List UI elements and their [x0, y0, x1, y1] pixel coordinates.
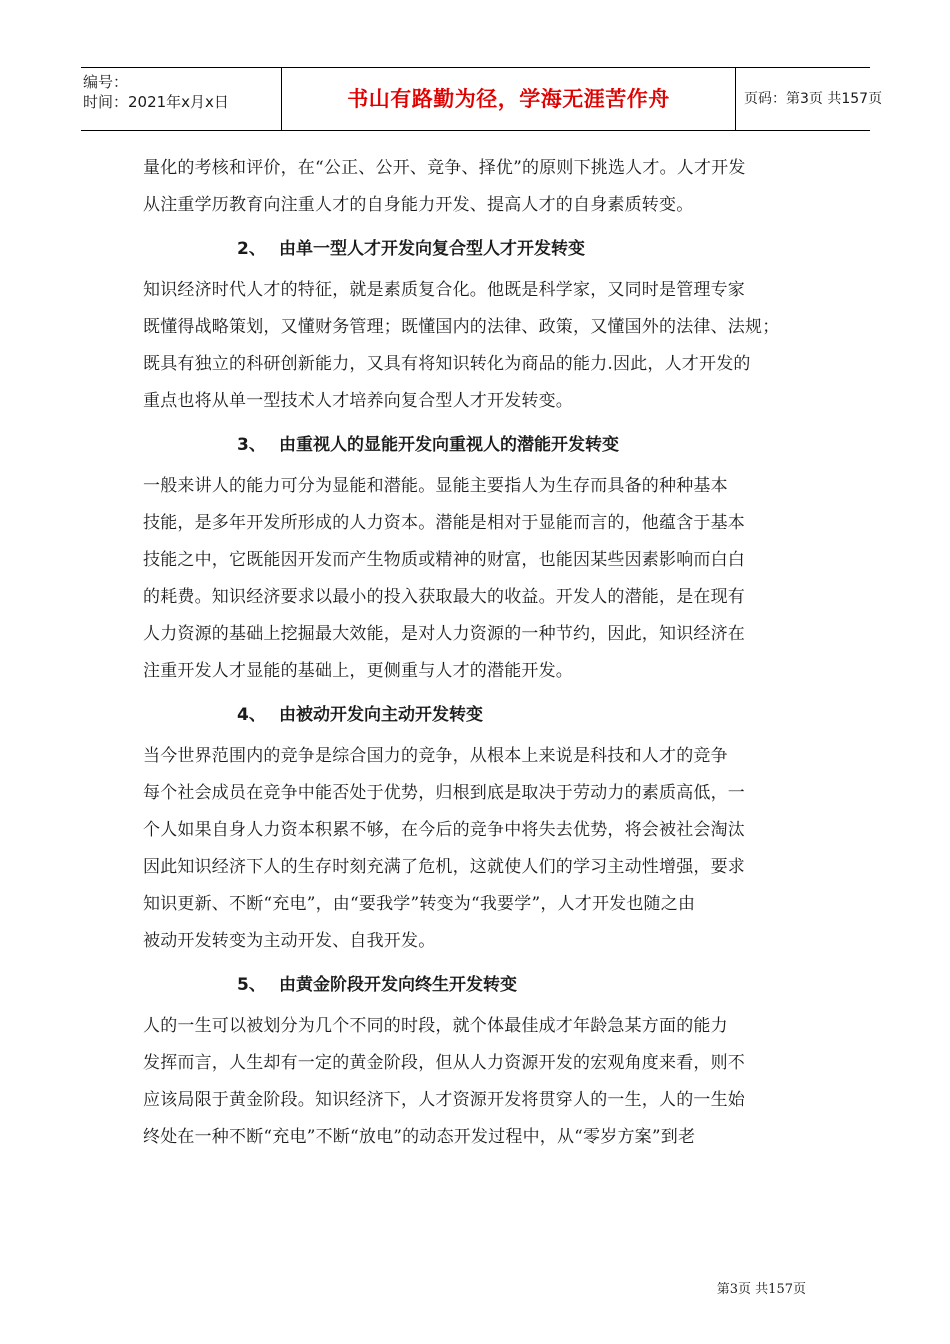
section-number: 2、 [237, 239, 266, 259]
serial-number-label: 编号： [83, 73, 129, 91]
text-line: 既具有独立的科研创新能力，又具有将知识转化为商品的能力.因此，人才开发的 [143, 354, 751, 374]
section-heading-5 [143, 964, 813, 1006]
section-paragraph-3 [143, 468, 813, 690]
section-heading-3 [143, 424, 813, 466]
section-heading-4 [143, 694, 813, 736]
section-paragraph-5 [143, 1008, 813, 1156]
text-line: 终处在一种不断“充电”不断“放电”的动态开发过程中，从“零岁方案”到老 [143, 1127, 696, 1147]
section-number: 4、 [237, 705, 266, 725]
page-footer: 第3页 共157页 [716, 1282, 806, 1297]
text-line: 每个社会成员在竞争中能否处于优势，归根到底是取决于劳动力的素质高低，一 [143, 783, 745, 803]
header-page-info: 页码：第3页 共157页 [744, 91, 883, 107]
section-paragraph-4 [143, 738, 813, 960]
intro-paragraph [143, 150, 813, 224]
text-line: 当今世界范围内的竞争是综合国力的竞争，从根本上来说是科技和人才的竞争 [143, 746, 728, 766]
text-line: 的耗费。知识经济要求以最小的投入获取最大的收益。开发人的潜能，是在现有 [143, 587, 745, 607]
section-title: 由重视人的显能开发向重视人的潜能开发转变 [279, 435, 619, 455]
text-line: 从注重学历教育向注重人才的自身能力开发、提高人才的自身素质转变。 [143, 195, 694, 215]
text-line: 知识经济时代人才的特征，就是素质复合化。他既是科学家，又同时是管理专家 [143, 280, 745, 300]
text-line: 量化的考核和评价，在“公正、公开、竞争、择优”的原则下挑选人才。人才开发 [143, 158, 746, 178]
date-line: 时间：2021年x月x日 [83, 93, 229, 111]
header-table [81, 67, 883, 131]
text-line: 一般来讲人的能力可分为显能和潜能。显能主要指人为生存而具备的种种基本 [143, 476, 728, 496]
section-paragraph-2 [143, 272, 813, 420]
text-line: 应该局限于黄金阶段。知识经济下，人才资源开发将贯穿人的一生，人的一生始 [143, 1090, 745, 1110]
section-title: 由被动开发向主动开发转变 [279, 705, 483, 725]
motto: 书山有路勤为径，学海无涯苦作舟 [282, 68, 736, 130]
section-heading-2 [143, 228, 813, 270]
text-line: 重点也将从单一型技术人才培养向复合型人才开发转变。 [143, 391, 573, 411]
text-line: 既懂得战略策划，又懂财务管理；既懂国内的法律、政策，又懂国外的法律、法规； [143, 317, 780, 337]
document-body [143, 150, 813, 1160]
text-line: 知识更新、不断“充电”，由“要我学”转变为“我要学”，人才开发也随之由 [143, 894, 696, 914]
text-line: 因此知识经济下人的生存时刻充满了危机，这就使人们的学习主动性增强，要求 [143, 857, 745, 877]
text-line: 发挥而言，人生却有一定的黄金阶段，但从人力资源开发的宏观角度来看，则不 [143, 1053, 745, 1073]
section-title: 由单一型人才开发向复合型人才开发转变 [279, 239, 585, 259]
text-line: 注重开发人才显能的基础上，更侧重与人才的潜能开发。 [143, 661, 573, 681]
section-title: 由黄金阶段开发向终生开发转变 [279, 975, 517, 995]
text-line: 个人如果自身人力资本积累不够，在今后的竞争中将失去优势，将会被社会淘汰 [143, 820, 745, 840]
section-number: 5、 [237, 975, 266, 995]
section-number: 3、 [237, 435, 266, 455]
text-line: 技能，是多年开发所形成的人力资本。潜能是相对于显能而言的，他蕴含于基本 [143, 513, 745, 533]
text-line: 人的一生可以被划分为几个不同的时段，就个体最佳成才年龄急某方面的能力 [143, 1016, 728, 1036]
text-line: 人力资源的基础上挖掘最大效能，是对人力资源的一种节约，因此，知识经济在 [143, 624, 745, 644]
header-meta-cell [81, 68, 282, 130]
text-line: 技能之中，它既能因开发而产生物质或精神的财富，也能因某些因素影响而白白 [143, 550, 745, 570]
text-line: 被动开发转变为主动开发、自我开发。 [143, 931, 436, 951]
